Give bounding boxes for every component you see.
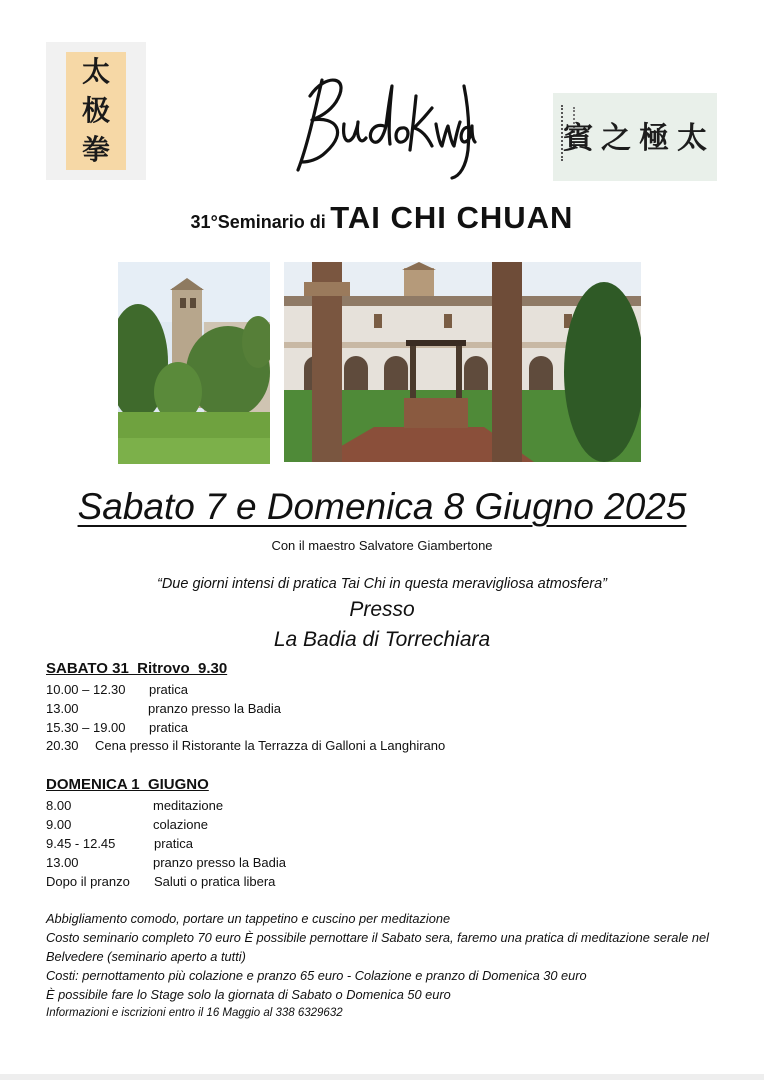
schedule-desc: pranzo presso la Badia	[148, 701, 281, 716]
calligraphy-scroll-logo	[553, 93, 717, 181]
calligraphy-char: 之	[601, 121, 631, 156]
seminar-title-prefix: 31°Seminario di	[190, 212, 326, 232]
schedule-desc: meditazione	[153, 798, 224, 813]
saturday-heading: SABATO 31 Ritrovo 9.30	[46, 660, 228, 677]
schedule-desc: Cena presso il Ristorante la Terrazza di Galloni a Langhirano	[95, 738, 446, 753]
schedule-time: Dopo il pranzo	[46, 874, 130, 889]
schedule-time: 13.00	[46, 701, 79, 716]
calligraphy-char: 极	[81, 93, 110, 127]
bell-tower-photo	[118, 262, 270, 464]
schedule-row	[46, 874, 275, 889]
schedule-row	[46, 798, 223, 813]
budokwaj-signature-logo	[292, 66, 478, 184]
schedule-row	[46, 817, 208, 832]
schedule-row	[46, 836, 193, 851]
schedule-time: 15.30 – 19.00	[46, 720, 126, 735]
event-quote: “Due giorni intensi di pratica Tai Chi in questa meravigliosa atmosfera”	[157, 576, 607, 592]
page-bottom-edge	[0, 1074, 764, 1080]
schedule-time: 10.00 – 12.30	[46, 682, 126, 697]
calligraphy-char: 拳	[81, 133, 110, 167]
note-line: Costi: pernottamento più colazione e pranzo 65 euro - Colazione e pranzo di Domenica 30 euro	[46, 968, 587, 983]
cloister-well-photo	[284, 262, 641, 462]
schedule-row	[46, 855, 286, 870]
schedule-row	[46, 720, 188, 735]
seminar-title-main: TAI CHI CHUAN	[330, 200, 574, 235]
event-date-title: Sabato 7 e Domenica 8 Giugno 2025	[77, 486, 687, 527]
calligraphy-char: 太	[677, 121, 707, 156]
schedule-time: 8.00	[46, 798, 72, 813]
calligraphy-char: 太	[81, 54, 110, 88]
schedule-time: 9.45 - 12.45	[46, 836, 116, 851]
tai-chi-calligraphy-logo	[46, 42, 146, 180]
location-name: La Badia di Torrechiara	[273, 628, 491, 651]
note-line: È possibile fare lo Stage solo la giornata di Sabato o Domenica 50 euro	[46, 987, 451, 1002]
schedule-desc: colazione	[153, 817, 208, 832]
contact-line: Informazioni e iscrizioni entro il 16 Maggio al 338 6329632	[46, 1007, 343, 1019]
note-line: Abbigliamento comodo, portare un tappetino e cuscino per meditazione	[46, 911, 451, 926]
presso-label: Presso	[349, 598, 415, 621]
note-line: Costo seminario completo 70 euro È possibile pernottare il Sabato sera, faremo una pratica di meditazione serale nel Belvedere (seminario aperto a tutti)	[46, 930, 709, 964]
schedule-desc: pranzo presso la Badia	[153, 855, 286, 870]
schedule-time: 20.30	[46, 738, 79, 753]
schedule-desc: pratica	[154, 836, 194, 851]
calligraphy-paper	[66, 52, 126, 170]
schedule-row	[46, 701, 281, 716]
schedule-desc: pratica	[149, 682, 189, 697]
sunday-heading: DOMENICA 1 GIUGNO	[46, 776, 209, 793]
seminar-title	[0, 200, 764, 244]
schedule-row	[46, 738, 445, 753]
schedule-desc: pratica	[149, 720, 189, 735]
schedule-time: 9.00	[46, 817, 72, 832]
calligraphy-char: 極	[639, 121, 669, 156]
schedule-desc: Saluti o pratica libera	[154, 874, 276, 889]
schedule-row	[46, 682, 188, 697]
event-notes	[46, 909, 736, 1023]
calligraphy-char: 賓	[563, 121, 593, 156]
maestro-line: Con il maestro Salvatore Giambertone	[271, 538, 493, 553]
schedule-time: 13.00	[46, 855, 79, 870]
